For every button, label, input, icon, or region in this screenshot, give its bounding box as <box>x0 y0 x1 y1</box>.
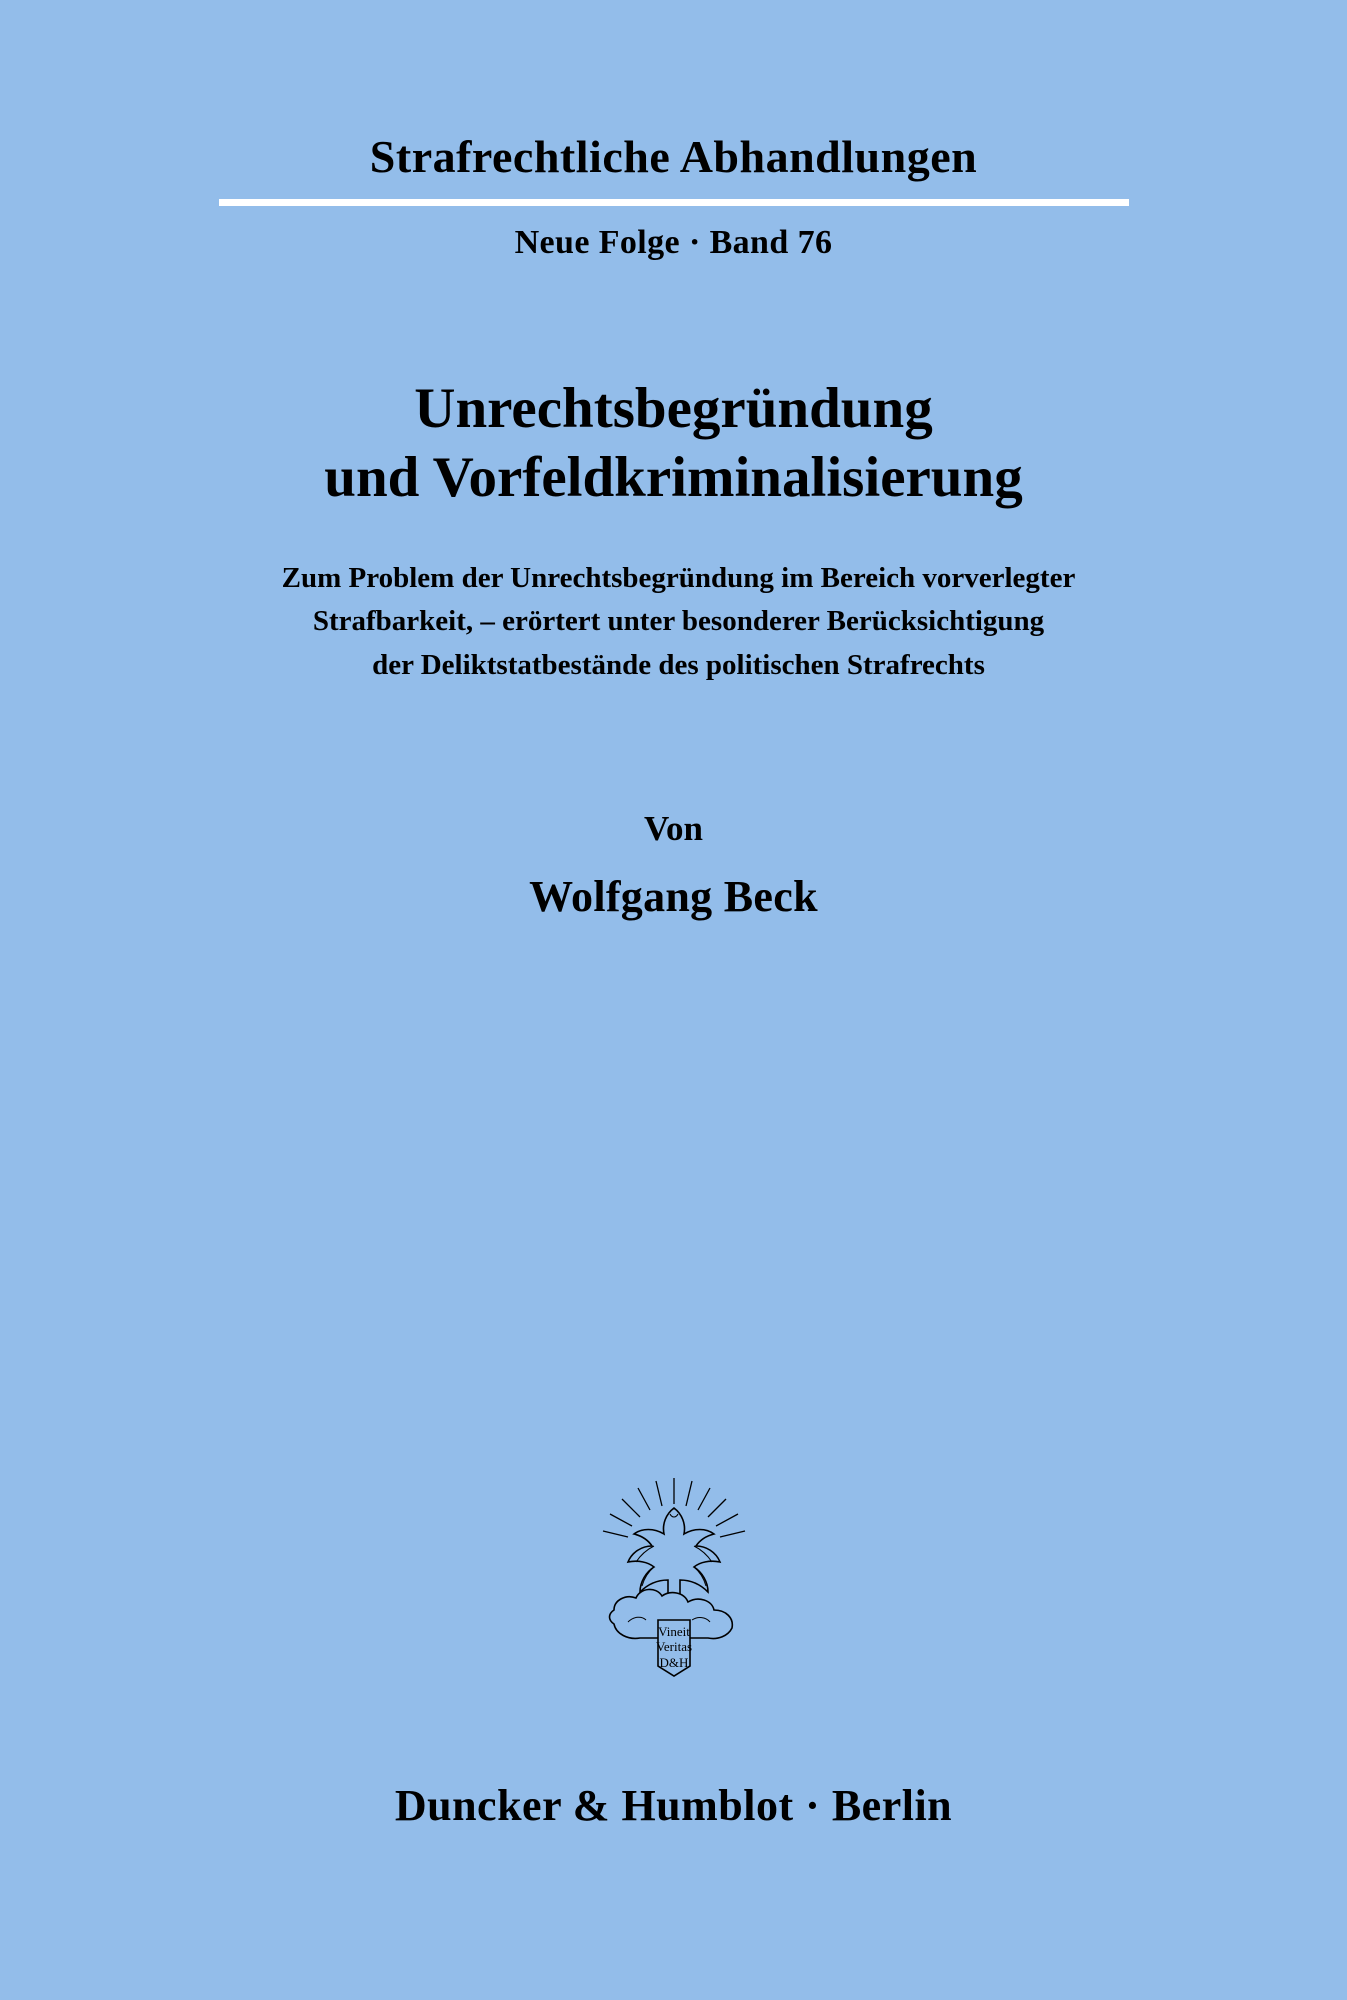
series-volume: Neue Folge · Band 76 <box>514 223 833 261</box>
duncker-humblot-eagle-emblem <box>584 1470 764 1700</box>
subtitle-line-3: der Deliktstatbestände des politischen Strafrechts <box>372 648 985 681</box>
subtitle-line-2: Strafbarkeit, – erörtert unter besonderer Berücksichtigung <box>312 605 1045 638</box>
publisher-imprint: Duncker & Humblot · Berlin <box>394 1781 953 1830</box>
main-title-line-1: Unrechtsbegründung <box>414 376 933 440</box>
logo-monogram: D&H <box>659 1655 688 1670</box>
author-block <box>529 809 818 922</box>
series-title: Strafrechtliche Abhandlungen <box>369 131 978 182</box>
series-divider-rule <box>219 199 1129 206</box>
logo-motto-line-2: Veritas <box>655 1639 692 1654</box>
subtitle <box>174 557 1184 688</box>
main-title-line-2: und Vorfeldkriminalisierung <box>324 446 1023 510</box>
author-name: Wolfgang Beck <box>529 872 818 922</box>
author-by-label: Von <box>643 809 703 849</box>
logo-motto-line-1: Vineit <box>657 1624 690 1639</box>
subtitle-line-1: Zum Problem der Unrechtsbegründung im Bereich vorverlegter <box>281 561 1076 594</box>
series-block <box>0 132 1347 262</box>
title-block <box>174 374 1174 688</box>
publisher-logo <box>0 1470 1347 1700</box>
